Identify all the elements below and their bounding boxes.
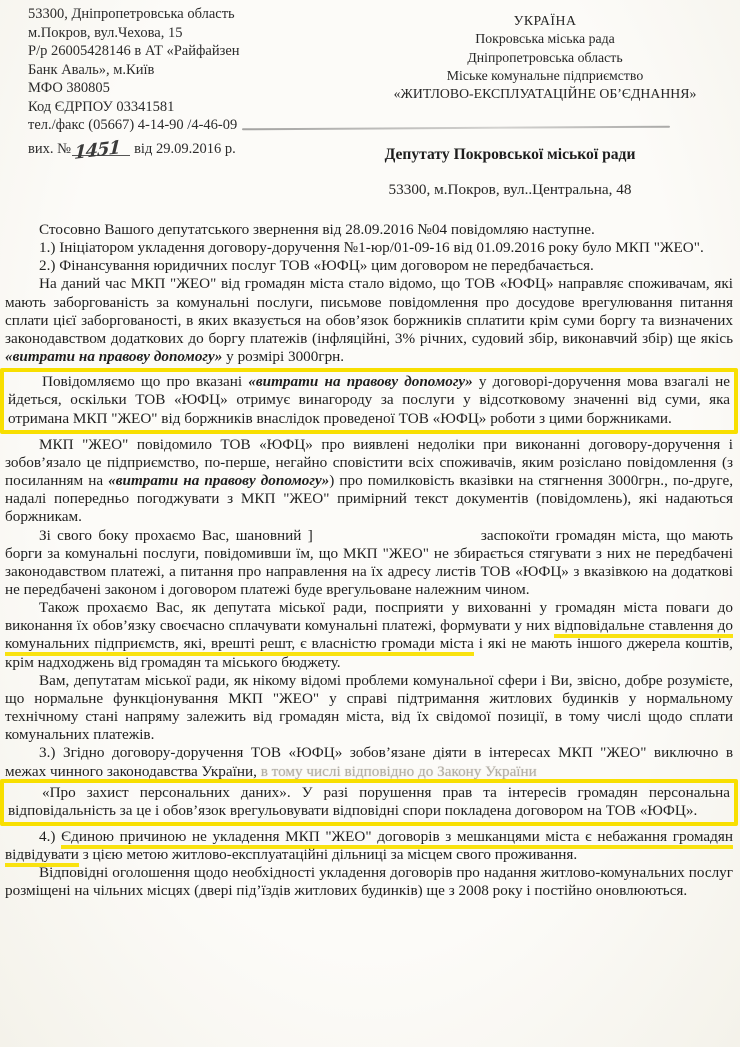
sender-line: 53300, Дніпропетровська область	[28, 6, 235, 22]
sender-requisites-block	[28, 5, 358, 164]
emphasis-legal-aid-costs: «витрати на правову допомогу»	[248, 373, 473, 391]
faded-scan-text: в тому числі відповідно до Закону України	[260, 762, 537, 780]
paragraph-point-2: 2.) Фінансування юридичних послуг ТОВ «ЮФЦ» цим договором не передбачається.	[39, 257, 594, 275]
yellow-highlight-box-2	[0, 779, 738, 826]
outgoing-number-blank	[72, 136, 130, 164]
yellow-underline-reason: Єдиною причиною не укладення МКП "ЖЕО" договорів з мешканцями міста є небажання громадян відвідувати	[5, 828, 733, 864]
paragraph-deficiencies: МКП "ЖЕО" повідомило ТОВ «ЮФЦ» про виявлені недоліки при виконанні договору-доручення і зобов’язало це підприємство, по-перше, негайно сповістити всіх споживачів, яким розіслано повідомлення (з посиланням на «витрати на правову допомогу») про помилковість вказівки на стягнення 3000грн., по-друге, надалі попередньо погоджувати з МКП "ЖЕО" примірний текст документів (повідомлень), які надаються боржникам.	[5, 435, 733, 526]
emphasis-legal-aid-costs: «витрати на правову допомогу»	[108, 472, 330, 490]
yellow-highlight-box-1	[0, 368, 738, 433]
org-region: Дніпропетровська область	[467, 49, 623, 65]
yellow-underline-ownership: відповідальне ставлення до комунальних підприємств, які, врешті решт, є власністю громади міста	[5, 617, 733, 653]
paragraph-deputies-know: Вам, депутатам міської ради, як нікому відомі проблеми комунальної сфери і Ви, звісно, добре розумієте, що нормальне функціонування МКП "ЖЕО" у справі підтримання житлових будинків у нормальному технічному стані напряму залежить від громадян міста, від їх свідомої позиції, в тому числі щодо сплати комунальних платежів.	[5, 671, 733, 744]
paragraph-reassure-citizens: Зі свого боку прохаємо Вас, шановний ] заспокоїти громадян міста, що мають борги за комунальні послуги, повідомивши їм, що МКП "ЖЕО" не збирається стягувати з них не передбачені законодавством платежі, а питання про направлення на їх адресу листів ТОВ «ЮФЦ» з вказівкою на додаткові не передбачені законом і договором платежі буде врегульоване належним чином.	[5, 526, 734, 598]
paragraph-personal-data-liability: «Про захист персональних даних». У разі порушення прав та інтересів громадян персональна відповідальність за це і обов’язок врегульовувати відповідні спори покладена договором на ТОВ «ЮФЦ».	[8, 783, 730, 819]
addressee-title: Депутату Покровської міської ради	[384, 146, 636, 163]
paragraph-point-3: 3.) Згідно договору-доручення ТОВ «ЮФЦ» зобов’язане діяти в інтересах МКП "ЖЕО" виключно в межах чинного законодавства України, в тому числі відповідно до Закону України	[5, 744, 733, 780]
sender-line: м.Покров, вул.Чехова, 15	[28, 24, 183, 41]
handwritten-number: 1451	[73, 136, 121, 164]
paragraph-point-4: 4.) Єдиною причиною не укладення МКП "ЖЕО" договорів з мешканцями міста є небажання громадян відвідувати з цією метою житлово-експлуатаційні дільниці за місцем свого проживання.	[5, 828, 733, 864]
org-name: «ЖИТЛОВО-ЕКСПЛУАТАЦІЙНЕ ОБ’ЄДНАННЯ»	[393, 86, 697, 102]
sender-line: тел./факс (05667) 4-14-90 /4-46-09	[28, 117, 238, 133]
sender-line: Банк Аваль», м.Київ	[28, 61, 155, 78]
outgoing-prefix: вих. №	[28, 140, 71, 157]
paragraph-announcements: Відповідні оголошення щодо необхідності укладення договорів про надання житлово-комунальних послуг розміщені на чільних місцях (двері під’їздів житлових будинків) ще з 2008 року і постійно оновлюються.	[5, 864, 733, 900]
paragraph-point-1: 1.) Ініціатором укладення договору-доручення №1-юр/01-09-16 від 01.09.2016 року було МКП "ЖЕО".	[39, 239, 704, 257]
organization-header-block	[360, 12, 730, 103]
sender-line: Код ЄДРПОУ 03341581	[28, 98, 175, 115]
addressee-address: 53300, м.Покров, вул..Центральна, 48	[388, 181, 632, 198]
sender-line: Р/р 26005428146 в АТ «Райфайзен	[28, 43, 240, 59]
org-type: Міське комунальне підприємство	[446, 67, 644, 83]
org-country: УКРАЇНА	[513, 13, 577, 28]
paragraph-intro: Стосовно Вашого депутатського звернення від 28.09.2016 №04 повідомляю наступне.	[39, 221, 595, 238]
sender-line: МФО 380805	[28, 80, 110, 96]
paragraph-education-request: Також прохаємо Вас, як депутата міської ради, посприяти у вихованні у громадян міста поваги до виконання їх обов’язку своєчасно сплачувати комунальні платежі, формувати у них відповідальне ставлення до комунальних підприємств, які, врешті решт, є власністю громади міста і які не мають іншого джерела коштів, крім надходжень від громадян та міського бюджету.	[5, 599, 733, 671]
letter-body	[5, 221, 733, 901]
paragraph-highlighted-clarification: Повідомляємо що про вказані «витрати на правову допомогу» у договорі-доручення мова взагалі не йдеться, оскільки ТОВ «ЮФЦ» отримує винагороду за послуги у відсотковому значенні від суми, яка отримана МКП "ЖЕО" від боржників внаслідок проведеної ТОВ «ЮФЦ» роботи з цими боржниками.	[8, 373, 730, 427]
org-council: Покровська міська рада	[475, 31, 615, 47]
emphasis-legal-aid-costs: «витрати на правову допомогу»	[5, 348, 223, 366]
paragraph-debt-notice: На даний час МКП "ЖЕО" від громадян міста стало відомо, що ТОВ «ЮФЦ» направляє споживачам, які мають заборгованість за комунальні послуги, письмове повідомлення про досудове врегулювання питання сплати цієї заборгованості, в яких вказується на обов’язок боржників сплатити крім суми боргу та визначених законодавством додаткових до боргу платежів (інфляційні, 3% річних, судовий збір, виконавчий збір) ще якісь «витрати на правову допомогу» у розмірі 3000грн.	[5, 275, 733, 366]
outgoing-date: від 29.09.2016 р.	[134, 140, 236, 157]
